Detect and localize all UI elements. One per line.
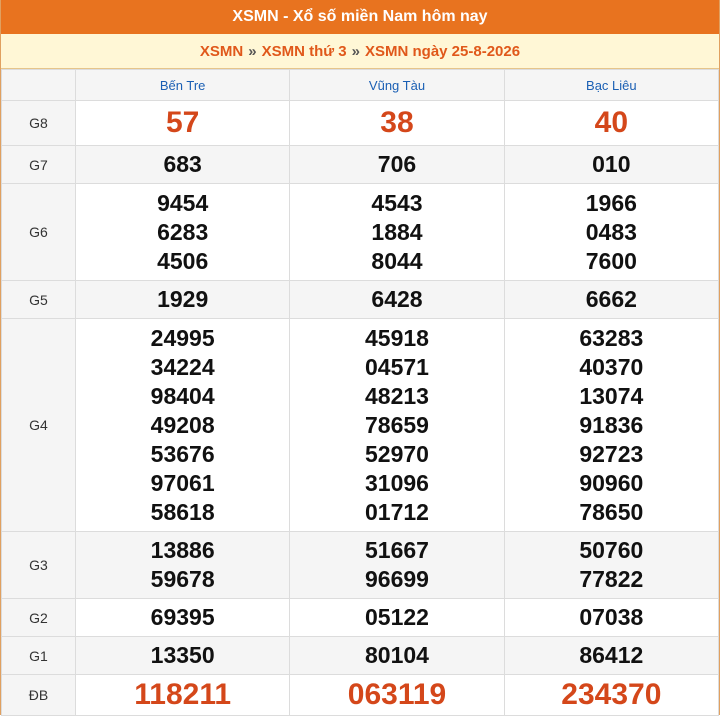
result-number: 1884: [371, 218, 423, 245]
prize-row-g1: [2, 637, 719, 675]
result-cell: [290, 637, 504, 675]
result-number: 51667: [365, 537, 429, 563]
result-cell: [290, 319, 504, 532]
result-number: 24995: [150, 324, 215, 351]
prize-row-g4: [2, 319, 719, 532]
result-cell: [76, 146, 290, 184]
result-number: 50760: [579, 537, 644, 563]
result-number: 4506: [157, 247, 209, 274]
result-cell: [504, 532, 718, 599]
province-header-vung-tau[interactable]: Vũng Tàu: [290, 70, 504, 101]
result-cell: [504, 184, 718, 281]
result-number: 96699: [365, 566, 429, 592]
result-number: 91836: [579, 411, 644, 438]
province-header-ben-tre[interactable]: Bến Tre: [76, 70, 290, 101]
result-number: 9454: [157, 189, 209, 216]
result-number: 97061: [150, 469, 215, 496]
prize-row-g8: [2, 101, 719, 146]
result-cell: [290, 675, 504, 716]
result-cell: [76, 532, 290, 599]
prize-label: G4: [2, 319, 76, 532]
result-number: 53676: [150, 440, 215, 467]
breadcrumb-date[interactable]: XSMN ngày 25-8-2026: [365, 42, 521, 60]
table-header-row: [2, 70, 719, 101]
prize-label: ĐB: [2, 675, 76, 716]
results-body: [2, 101, 719, 716]
prize-column-header: [2, 70, 76, 101]
result-number: 01712: [365, 498, 429, 525]
result-cell: [76, 184, 290, 281]
results-table: [1, 69, 719, 716]
result-number: 683: [163, 151, 202, 177]
result-number: 0483: [585, 218, 637, 245]
result-number: 31096: [365, 469, 429, 496]
result-cell: [504, 599, 718, 637]
result-number: 13074: [579, 382, 644, 409]
result-cell: [76, 637, 290, 675]
prize-label: G5: [2, 281, 76, 319]
breadcrumb-separator: »: [248, 42, 257, 60]
result-number: 78650: [579, 498, 644, 525]
result-number: 4543: [371, 189, 423, 216]
result-number: 010: [592, 151, 631, 177]
result-cell: [504, 675, 718, 716]
result-cell: [504, 319, 718, 532]
page-title-text: XSMN - Xổ số miền Nam hôm nay: [232, 8, 488, 25]
result-number: 78659: [365, 411, 429, 438]
result-number: 6662: [585, 286, 637, 312]
result-cell: [504, 637, 718, 675]
result-cell: [504, 146, 718, 184]
result-number: 57: [165, 106, 200, 139]
breadcrumb: [1, 34, 719, 69]
result-number: 45918: [365, 324, 429, 351]
prize-label: G8: [2, 101, 76, 146]
prize-label: G3: [2, 532, 76, 599]
result-number: 13886: [150, 537, 215, 563]
prize-row-g7: [2, 146, 719, 184]
result-number: 34224: [150, 353, 215, 380]
result-number: 77822: [579, 566, 644, 592]
result-number: 118211: [134, 678, 232, 711]
result-number: 706: [377, 151, 417, 177]
prize-label: G7: [2, 146, 76, 184]
result-number: 1966: [585, 189, 637, 216]
result-number: 49208: [150, 411, 215, 438]
result-cell: [290, 101, 504, 146]
prize-row-g6: [2, 184, 719, 281]
prize-row-g5: [2, 281, 719, 319]
result-cell: [290, 599, 504, 637]
page-title: [1, 0, 719, 34]
result-cell: [504, 101, 718, 146]
breadcrumb-weekday[interactable]: XSMN thứ 3: [261, 42, 347, 60]
result-number: 7600: [585, 247, 637, 274]
prize-row-g3: [2, 532, 719, 599]
result-number: 92723: [579, 440, 644, 467]
result-number: 52970: [365, 440, 429, 467]
result-number: 40370: [579, 353, 644, 380]
prize-row-db: [2, 675, 719, 716]
province-header-bac-lieu[interactable]: Bạc Liêu: [504, 70, 718, 101]
prize-label: G6: [2, 184, 76, 281]
prize-row-g2: [2, 599, 719, 637]
result-cell: [290, 146, 504, 184]
result-number: 234370: [561, 678, 662, 711]
result-number: 8044: [371, 247, 423, 274]
result-cell: [504, 281, 718, 319]
result-number: 6428: [371, 286, 423, 312]
result-number: 07038: [579, 604, 644, 630]
result-cell: [290, 281, 504, 319]
result-number: 40: [594, 106, 629, 139]
result-cell: [76, 599, 290, 637]
result-number: 80104: [365, 642, 429, 668]
prize-label: G2: [2, 599, 76, 637]
result-cell: [290, 532, 504, 599]
result-number: 13350: [150, 642, 215, 668]
result-number: 05122: [365, 604, 429, 630]
result-number: 38: [380, 106, 414, 139]
result-number: 98404: [150, 382, 215, 409]
result-number: 90960: [579, 469, 644, 496]
result-number: 69395: [150, 604, 215, 630]
result-number: 63283: [579, 324, 644, 351]
result-cell: [76, 101, 290, 146]
result-number: 48213: [365, 382, 429, 409]
result-number: 86412: [579, 642, 644, 668]
result-number: 59678: [150, 566, 215, 592]
result-cell: [290, 184, 504, 281]
result-number: 04571: [365, 353, 429, 380]
result-cell: [76, 281, 290, 319]
result-number: 58618: [150, 498, 215, 525]
result-cell: [76, 319, 290, 532]
prize-label: G1: [2, 637, 76, 675]
result-number: 6283: [157, 218, 209, 245]
breadcrumb-separator: »: [351, 42, 360, 60]
result-number: 063119: [347, 678, 447, 711]
breadcrumb-xsmn[interactable]: XSMN: [199, 42, 244, 60]
result-number: 1929: [157, 286, 209, 312]
result-cell: [76, 675, 290, 716]
